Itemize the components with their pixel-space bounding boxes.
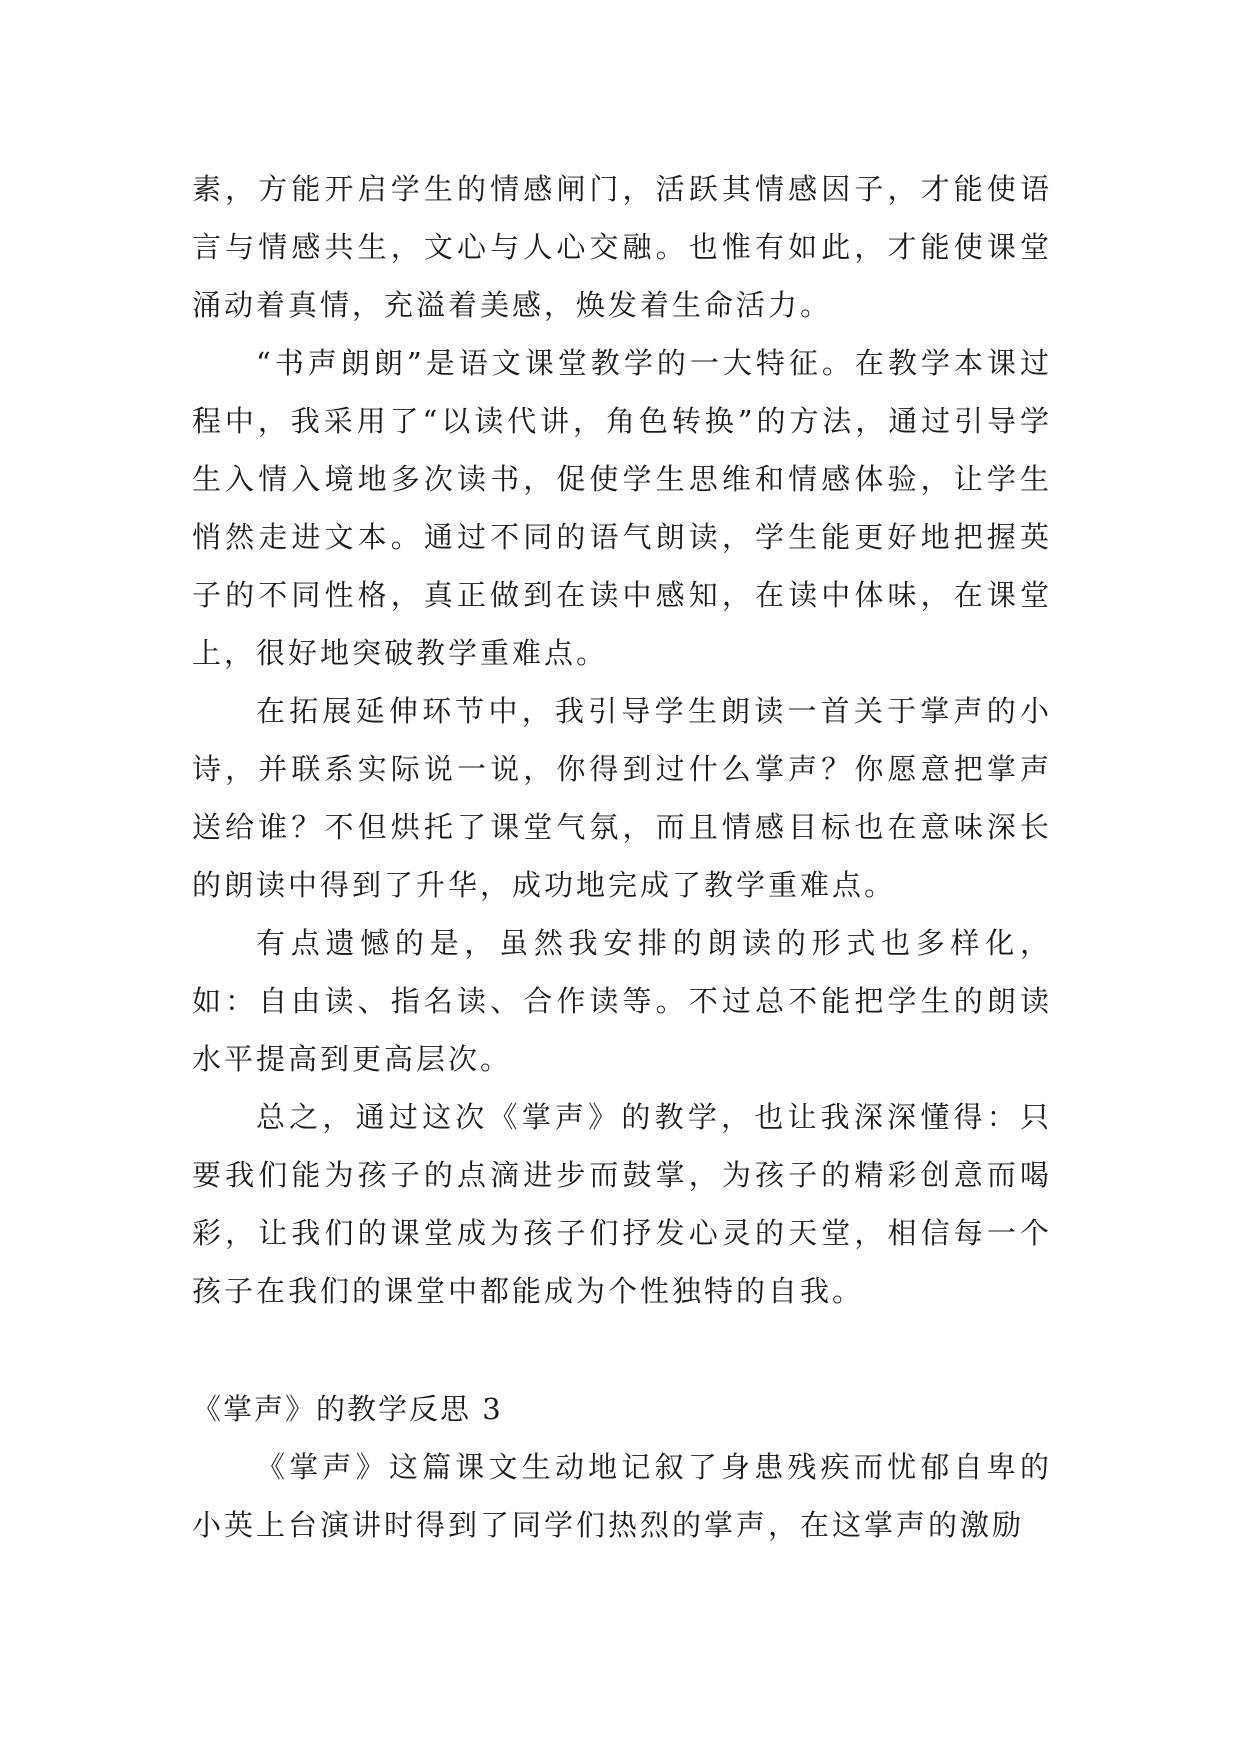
paragraph-4: 有点遗憾的是，虽然我安排的朗读的形式也多样化，如：自由读、指名读、合作读等。不过总不能把学生的朗读水平提高到更高层次。: [192, 926, 1052, 1076]
document-body: [192, 160, 1052, 1554]
section-paragraph-1: 《掌声》这篇课文生动地记叙了身患残疾而忧郁自卑的小英上台演讲时得到了同学们热烈的掌声，在这掌声的激励: [192, 1450, 1052, 1542]
paragraph-2: “书声朗朗”是语文课堂教学的一大特征。在教学本课过程中，我采用了“以读代讲，角色转换”的方法，通过引导学生入情入境地多次读书，促使学生思维和情感体验，让学生悄然走进文本。通过不同的语气朗读，学生能更好地把握英子的不同性格，真正做到在读中感知，在读中体味，在课堂上，很好地突破教学重难点。: [192, 346, 1052, 670]
paragraph-3: 在拓展延伸环节中，我引导学生朗读一首关于掌声的小诗，并联系实际说一说，你得到过什么掌声？你愿意把掌声送给谁？不但烘托了课堂气氛，而且情感目标也在意味深长的朗读中得到了升华，成功地完成了教学重难点。: [192, 694, 1052, 902]
paragraph-5: 总之，通过这次《掌声》的教学，也让我深深懂得：只要我们能为孩子的点滴进步而鼓掌，为孩子的精彩创意而喝彩，让我们的课堂成为孩子们抒发心灵的天堂，相信每一个孩子在我们的课堂中都能成为个性独特的自我。: [192, 1100, 1052, 1308]
paragraph-1: 素，方能开启学生的情感闸门，活跃其情感因子，才能使语言与情感共生，文心与人心交融。也惟有如此，才能使课堂涌动着真情，充溢着美感，焕发着生命活力。: [192, 172, 1052, 322]
section-title: 《掌声》的教学反思 3: [192, 1392, 503, 1426]
section-spacer: [192, 1320, 1052, 1380]
